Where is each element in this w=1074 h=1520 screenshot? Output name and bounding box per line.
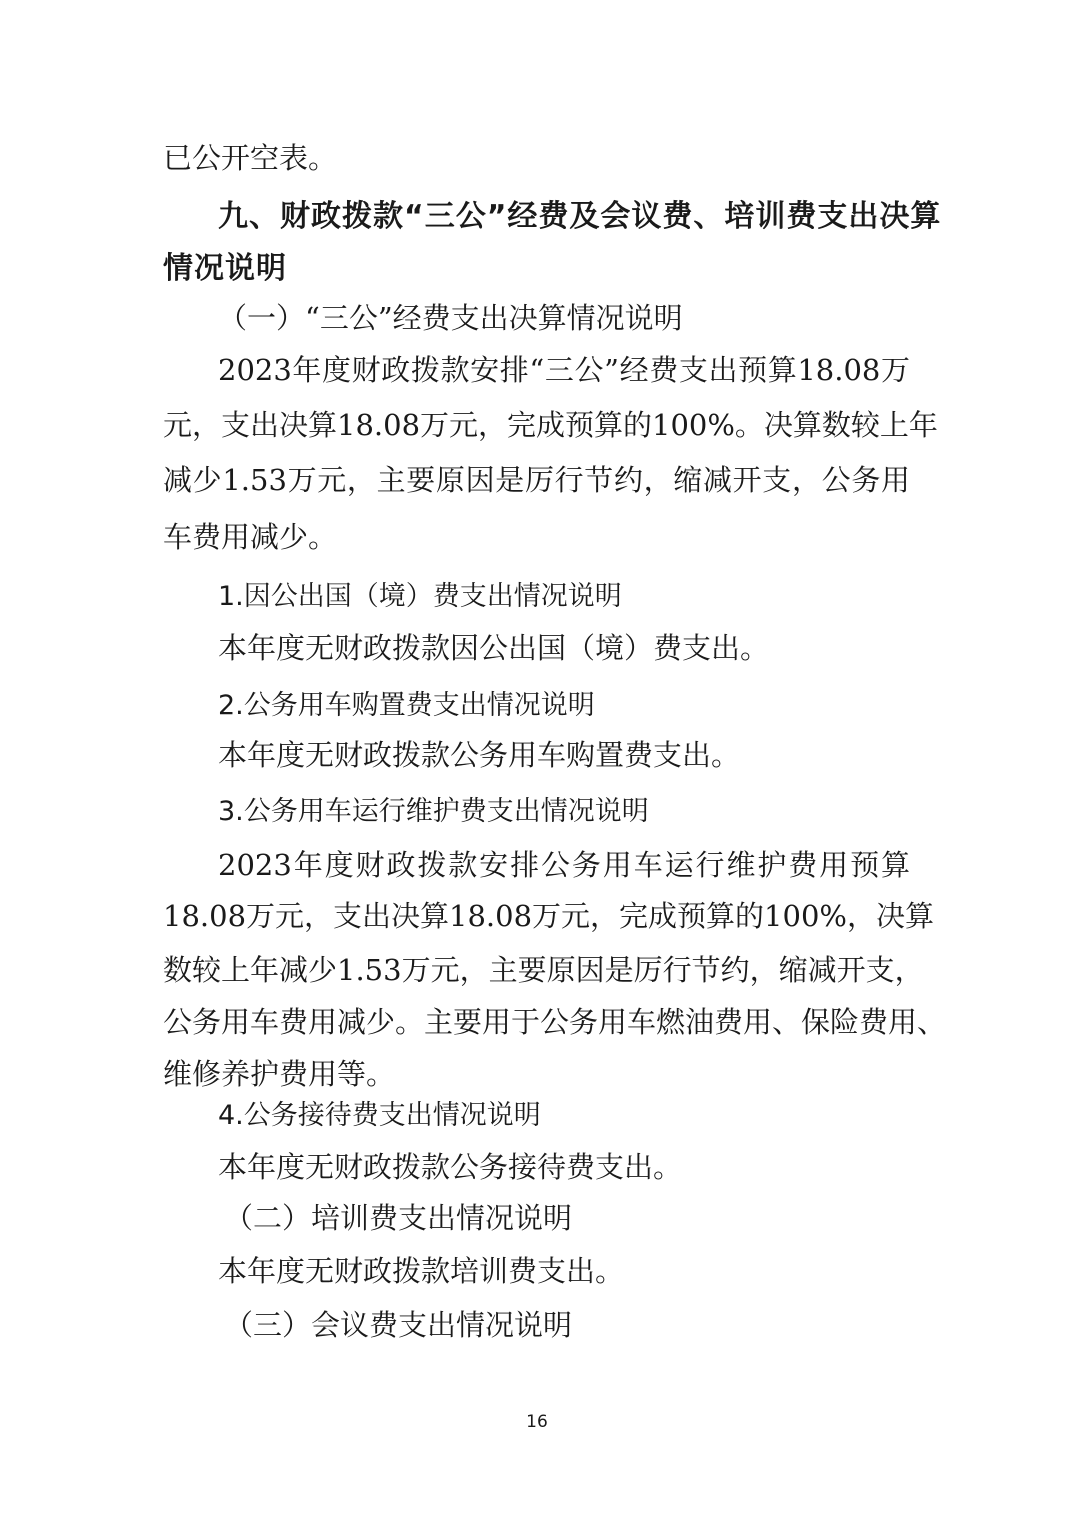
- paragraph-line: 维修养护费用等。: [163, 1057, 396, 1091]
- paragraph-line: 车费用减少。: [163, 520, 338, 554]
- paragraph-line: 18.08万元，支出决算18.08万元，完成预算的100%，决算: [163, 899, 934, 933]
- section-heading: 九、财政拨款“三公”经费及会议费、培训费支出决算: [218, 199, 942, 234]
- item-heading: 4.公务接待费支出情况说明: [218, 1100, 541, 1131]
- section-heading-continued: 情况说明: [163, 251, 287, 286]
- paragraph-line: 本年度无财政拨款公务接待费支出。: [218, 1150, 683, 1184]
- item-heading: 2.公务用车购置费支出情况说明: [218, 690, 595, 721]
- subsection-heading: （三）会议费支出情况说明: [224, 1308, 573, 1342]
- item-heading: 3.公务用车运行维护费支出情况说明: [218, 796, 649, 827]
- subsection-heading: （一）“三公”经费支出决算情况说明: [218, 301, 683, 335]
- page-number: 16: [526, 1412, 548, 1432]
- subsection-heading: （二）培训费支出情况说明: [224, 1201, 573, 1235]
- paragraph-line: 已公开空表。: [163, 141, 338, 175]
- paragraph-line: 本年度无财政拨款因公出国（境）费支出。: [218, 631, 770, 665]
- paragraph-line: 2023年度财政拨款安排公务用车运行维护费用预算: [218, 848, 910, 882]
- paragraph-line: 数较上年减少1.53万元，主要原因是厉行节约，缩减开支，: [163, 953, 924, 987]
- paragraph-line: 本年度无财政拨款培训费支出。: [218, 1254, 625, 1288]
- item-heading: 1.因公出国（境）费支出情况说明: [218, 581, 622, 612]
- paragraph-line: 2023年度财政拨款安排“三公”经费支出预算18.08万: [218, 353, 910, 387]
- paragraph-line: 减少1.53万元，主要原因是厉行节约，缩减开支，公务用: [163, 463, 910, 497]
- paragraph-line: 本年度无财政拨款公务用车购置费支出。: [218, 738, 741, 772]
- paragraph-line: 元，支出决算18.08万元，完成预算的100%。决算数较上年: [163, 408, 938, 442]
- paragraph-line: 公务用车费用减少。主要用于公务用车燃油费用、保险费用、: [163, 1005, 947, 1039]
